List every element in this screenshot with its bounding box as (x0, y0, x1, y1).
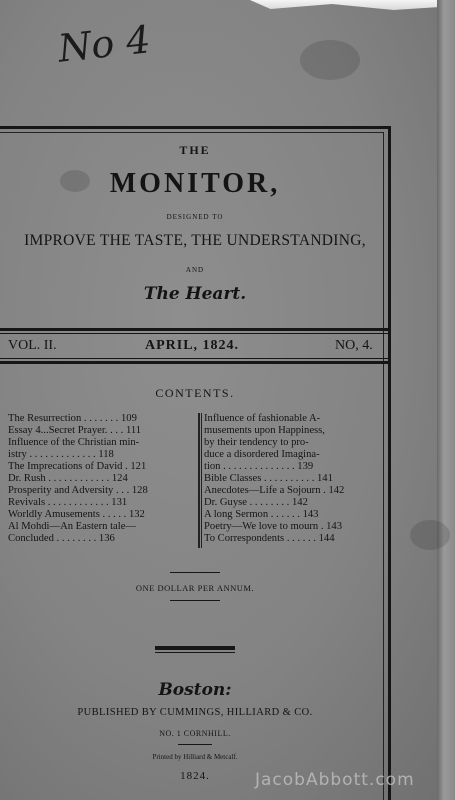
page-edge (437, 0, 455, 800)
toc-entry: Revivals . . . . . . . . . . . . 131 (8, 497, 128, 508)
imprint-small-rule (178, 744, 212, 745)
contents-left-column (8, 413, 195, 545)
toc-entry: istry . . . . . . . . . . . . . 118 (8, 449, 114, 460)
rule-bottom-thin (0, 358, 388, 359)
toc-entry: duce a disordered Imagina- (204, 449, 320, 460)
stain (300, 40, 360, 80)
price-rule (170, 572, 220, 573)
price: ONE DOLLAR PER ANNUM. (135, 583, 255, 593)
rule-top (0, 328, 388, 331)
masthead-title: MONITOR, (109, 168, 281, 199)
masthead-heart: The Heart. (143, 284, 247, 304)
toc-entry: To Correspondents . . . . . . 144 (204, 533, 335, 544)
toc-entry: Al Mohdi—An Eastern tale— (8, 521, 136, 532)
toc-entry: Essay 4...Secret Prayer. . . . 111 (8, 425, 142, 436)
price-rule (170, 600, 220, 601)
masthead-and: AND (185, 266, 205, 274)
masthead-designed: DESIGNED TO (166, 213, 224, 221)
issue-date: APRIL, 1824. (145, 338, 240, 353)
toc-entry: musements upon Happiness, (204, 425, 325, 436)
toc-entry: Prosperity and Adversity . . . 128 (8, 485, 148, 496)
toc-entry: tion . . . . . . . . . . . . . . 139 (204, 461, 314, 472)
masthead-subtitle: IMPROVE THE TASTE, THE UNDERSTANDING, (24, 232, 366, 249)
contents-right-column (204, 413, 384, 545)
toc-entry: Influence of the Christian min- (8, 437, 140, 448)
toc-entry: Dr. Guyse . . . . . . . . 142 (204, 497, 308, 508)
masthead-the: THE (179, 143, 211, 157)
toc-entry: The Resurrection . . . . . . . 109 (8, 413, 137, 424)
imprint-year: 1824. (180, 770, 210, 782)
toc-entry: Influence of fashionable A- (204, 413, 321, 424)
toc-entry: by their tendency to pro- (204, 437, 309, 448)
imprint-rule-thin (155, 652, 235, 653)
toc-entry: Worldly Amusements . . . . . 132 (8, 509, 145, 520)
imprint-address: NO. 1 CORNHILL. (159, 729, 231, 738)
stain (410, 520, 450, 550)
handwritten-number: No 4 (55, 17, 153, 71)
imprint-city: Boston: (158, 680, 232, 700)
toc-entry: Concluded . . . . . . . . 136 (8, 533, 115, 544)
imprint-rule (155, 646, 235, 650)
toc-entry: Bible Classes . . . . . . . . . . 141 (204, 473, 333, 484)
toc-entry: A long Sermon . . . . . . 143 (204, 509, 319, 520)
issue-number: NO, 4. (335, 338, 373, 353)
watermark: JacobAbbott.com (255, 770, 415, 790)
toc-entry: Dr. Rush . . . . . . . . . . . . 124 (8, 473, 128, 484)
contents-divider (198, 413, 200, 548)
toc-entry: Anecdotes—Life a Sojourn . 142 (204, 485, 345, 496)
toc-entry: The Imprecations of David . 121 (8, 461, 147, 472)
rule-top-thin (0, 333, 388, 334)
rule-bottom (0, 361, 388, 364)
toc-entry: Poetry—We love to mourn . 143 (204, 521, 343, 532)
contents-heading: CONTENTS. (155, 386, 235, 400)
contents-divider (201, 413, 202, 548)
imprint-publisher: PUBLISHED BY CUMMINGS, HILLIARD & CO. (77, 707, 313, 718)
issue-line (0, 338, 388, 358)
volume: VOL. II. (8, 338, 57, 353)
imprint-printer: Printed by Hilliard & Metcalf. (152, 753, 238, 761)
